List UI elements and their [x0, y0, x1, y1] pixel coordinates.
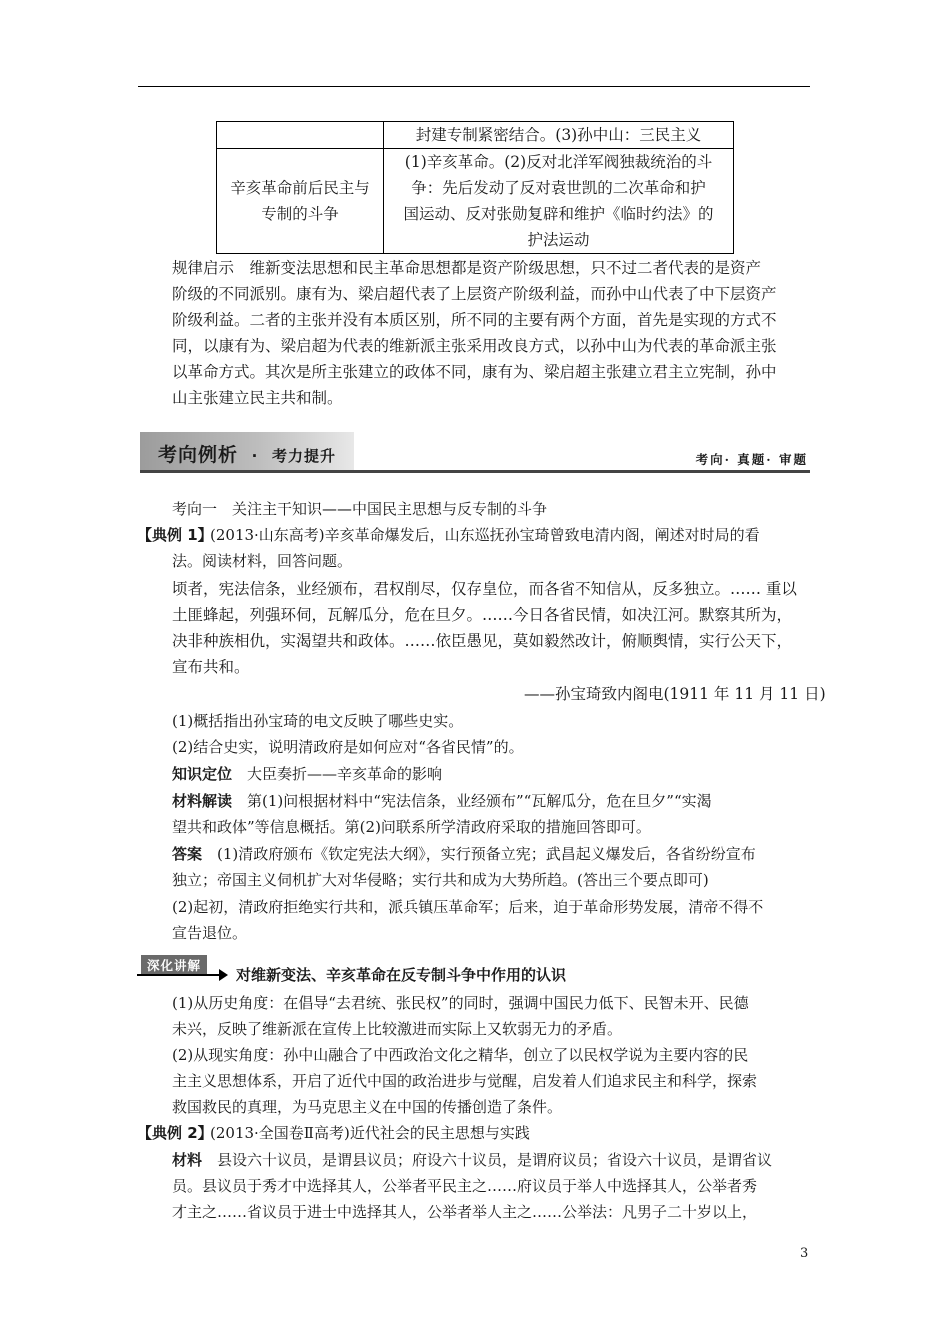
answer-text: (2)起初，清政府拒绝实行共和，派兵镇压革命军；后来，迫于革命形势发展，清帝不得不 [172, 898, 764, 916]
rule-line: 同，以康有为、梁启超为代表的维新派主张采用改良方式，以孙中山为代表的革命派主张 [172, 337, 777, 355]
section-heading: 考向一 关注主干知识——中国民主思想与反专制的斗争 [172, 500, 548, 518]
question: (1)概括指出孙宝琦的电文反映了哪些史实。 [172, 712, 464, 730]
arrowhead-icon [219, 969, 228, 981]
deepen-tag [137, 955, 227, 977]
rule-line: 以革命方式。其次是所主张建立的政体不同，康有为、梁启超主张建立君主立宪制，孙中 [172, 363, 777, 381]
example-text: 法。阅读材料，回答问题。 [172, 552, 353, 570]
rule-line: 阶级的不同派别。康有为、梁启超代表了上层资产阶级利益，而孙中山代表了中下层资产 [172, 285, 777, 303]
cell-text: (1)辛亥革命。(2)反对北洋军阀独裁统治的斗 [404, 153, 713, 171]
deepen-title: 对维新变法、辛亥革命在反专制斗争中作用的认识 [236, 966, 567, 984]
example-tag: 【典例 1】 [137, 526, 213, 544]
banner-title [158, 440, 336, 467]
example-tag: 【典例 2】 [137, 1124, 213, 1142]
summary-table [216, 121, 734, 254]
header-rule [138, 86, 810, 87]
cell-text: 争：先后发动了反对袁世凯的二次革命和护 [411, 179, 706, 197]
answer-text: 宣告退位。 [172, 924, 248, 942]
question: (2)结合史实，说明清政府是如何应对“各省民情”的。 [172, 738, 524, 756]
banner-dot: · [251, 447, 259, 465]
banner-subtitle: 考力提升 [271, 447, 336, 465]
material-line [172, 1147, 772, 1173]
cell-text: 国运动、反对张勋复辟和维护《临时约法》的 [403, 205, 714, 223]
material-text: 员。县议员于秀才中选择其人，公举者平民主之……府议员于举人中选择其人，公举者秀 [172, 1177, 758, 1195]
table-cell [217, 149, 384, 254]
quote-source: ——孙宝琦致内阁电(1911 年 11 月 11 日) [524, 685, 826, 703]
answer-text: 独立；帝国主义伺机扩大对华侵略；实行共和成为大势所趋。(答出三个要点即可) [172, 871, 709, 889]
mr-text: 第(1)问根据材料中“宪法信条，业经颁布”“瓦解瓜分，危在旦夕”“实渴 [247, 792, 712, 810]
cell-text: 专制的斗争 [261, 205, 339, 223]
table-cell [384, 149, 734, 254]
material-reading [172, 788, 712, 814]
knowledge-point [172, 761, 442, 787]
banner-title-text: 考向例析 [158, 444, 239, 466]
cell-text: 辛亥革命前后民主与 [230, 179, 370, 197]
quote-line: 决非种族相仇，实渴望共和政体。……依臣愚见，莫如毅然改计，俯顺舆情，实行公天下， [172, 632, 793, 650]
material-text: 才主之……省议员于进士中选择其人，公举者举人主之……公举法：凡男子二十岁以上， [172, 1203, 758, 1221]
banner-rule [140, 470, 810, 473]
kp-text: 大臣奏折——辛亥革命的影响 [247, 765, 443, 783]
cell-text: 护法运动 [527, 231, 590, 249]
answer-label: 答案 [172, 845, 203, 863]
quote-line: 顷者，宪法信条，业经颁布，君权削尽，仅存皇位，而各省不知信从，反多独立。…… 重以 [172, 580, 797, 598]
arrow-icon [137, 974, 223, 976]
mr-text: 望共和政体”等信息概括。第(2)问联系所学清政府采取的措施回答即可。 [172, 818, 651, 836]
rule-line: 阶级利益。二者的主张并没有本质区别，所不同的主要有两个方面，首先是实现的方式不 [172, 311, 777, 329]
table-row [217, 149, 734, 254]
example-header: (2013·全国卷Ⅱ高考)近代社会的民主思想与实践 [210, 1124, 530, 1142]
deepen-text: (1)从历史角度：在倡导“去君统、张民权”的同时，强调中国民力低下、民智未开、民德 [172, 994, 749, 1012]
example-text: (2013·山东高考)辛亥革命爆发后，山东巡抚孙宝琦曾致电清内阁，阐述对时局的看 [210, 526, 760, 544]
deepen-text: 未兴，反映了维新派在宣传上比较激进而实际上又软弱无力的矛盾。 [172, 1020, 623, 1038]
material-text: 县设六十议员，是谓县议员；府设六十议员，是谓府议员；省设六十议员，是谓省议 [217, 1151, 773, 1169]
quote-line: 土匪蜂起，列强环伺，瓦解瓜分，危在旦夕。……今日各省民情，如决江河。默察其所为， [172, 606, 793, 624]
table-row [217, 122, 734, 149]
kp-label: 知识定位 [172, 765, 233, 783]
answer-text: (1)清政府颁布《钦定宪法大纲》，实行预备立宪；武昌起义爆发后，各省纷纷宣布 [217, 845, 756, 863]
section-banner [140, 432, 810, 472]
banner-right-label: 考向· 真题· 审题 [695, 452, 808, 467]
table-cell [217, 122, 384, 149]
deepen-tag-label: 深化讲解 [141, 955, 207, 975]
mr-label: 材料解读 [172, 792, 233, 810]
cell-text: 封建专制紧密结合。(3)孙中山：三民主义 [415, 126, 702, 144]
quote-line: 宣布共和。 [172, 658, 250, 676]
deepen-text: 主主义思想体系，开启了近代中国的政治进步与觉醒，启发着人们追求民主和科学，探索 [172, 1072, 758, 1090]
deepen-text: (2)从现实角度：孙中山融合了中西政治文化之精华，创立了以民权学说为主要内容的民 [172, 1046, 749, 1064]
page-number: 3 [800, 1246, 809, 1261]
answer [172, 841, 756, 867]
rule-line: 山主张建立民主共和制。 [172, 389, 343, 407]
rule-line: 规律启示 维新变法思想和民主革命思想都是资产阶级思想，只不过二者代表的是资产 [172, 259, 762, 277]
table-cell [384, 122, 734, 149]
material-label: 材料 [172, 1151, 203, 1169]
deepen-text: 救国救民的真理，为马克思主义在中国的传播创造了条件。 [172, 1098, 563, 1116]
